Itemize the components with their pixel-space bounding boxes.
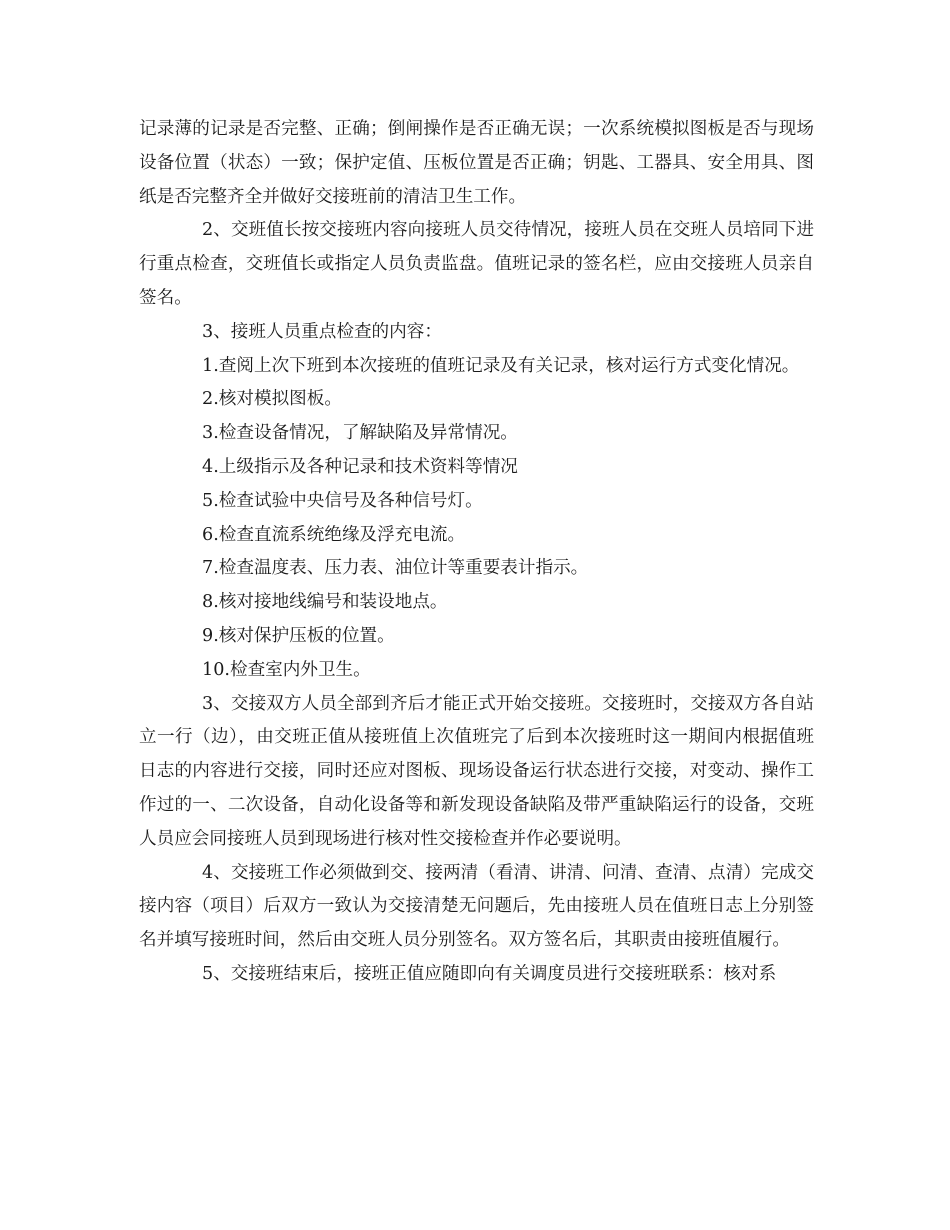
document-body (139, 113, 814, 992)
check-list-item-7: 7.检查温度表、压力表、油位计等重要表计指示。 (202, 558, 589, 579)
check-list-item-3: 3.检查设备情况，了解缺陷及异常情况。 (202, 423, 518, 444)
paragraph-handover-end: 5、交接班结束后，接班正值应随即向有关调度员进行交接班联系：核对系 (202, 963, 777, 984)
paragraph-handover-start: 3、交接双方人员全部到齐后才能正式开始交接班。交接班时，交接双方各自站立一行（边），由交班正值从接班值上次值班完了后到本次接班时这一期间内根据值班日志的内容进行交接，同时还应对图板、现场设备运行状态进行交接，对变动、操作工作过的一、二次设备，自动化设备等和新发现设备缺陷及带严重缺陷运行的设备，交班人员应会同接班人员到现场进行核对性交接检查并作必要说明。 (139, 693, 814, 849)
check-list-item-5: 5.检查试验中央信号及各种信号灯。 (202, 490, 483, 511)
paragraph-continuation: 记录薄的记录是否完整、正确；倒闸操作是否正确无误；一次系统模拟图板是否与现场设备位置（状态）一致；保护定值、压板位置是否正确；钥匙、工器具、安全用具、图纸是否完整齐全并做好交接班前的清洁卫生工作。 (139, 119, 814, 207)
paragraph-item-3-heading: 3、接班人员重点检查的内容： (202, 321, 442, 342)
check-list-item-1: 1.查阅上次下班到本次接班的值班记录及有关记录，核对运行方式变化情况。 (202, 355, 800, 376)
check-list-item-4: 4.上级指示及各种记录和技术资料等情况 (202, 456, 518, 477)
check-list-item-2: 2.核对模拟图板。 (202, 389, 342, 410)
check-list-item-8: 8.核对接地线编号和装设地点。 (202, 592, 448, 613)
paragraph-handover-signing: 4、交接班工作必须做到交、接两清（看清、讲清、问清、查清、点清）完成交接内容（项目）后双方一致认为交接清楚无问题后，先由接班人员在值班日志上分别签名并填写接班时间，然后由交班人员分别签名。双方签名后，其职责由接班值履行。 (139, 862, 814, 951)
paragraph-item-2: 2、交班值长按交接班内容向接班人员交待情况，接班人员在交班人员培同下进行重点检查，交班值长或指定人员负责监盘。值班记录的签名栏，应由交接班人员亲自签名。 (139, 220, 814, 308)
check-list-item-10: 10.检查室内外卫生。 (202, 659, 371, 680)
check-list-item-9: 9.核对保护压板的位置。 (202, 625, 395, 646)
check-list-item-6: 6.检查直流系统绝缘及浮充电流。 (202, 524, 466, 545)
